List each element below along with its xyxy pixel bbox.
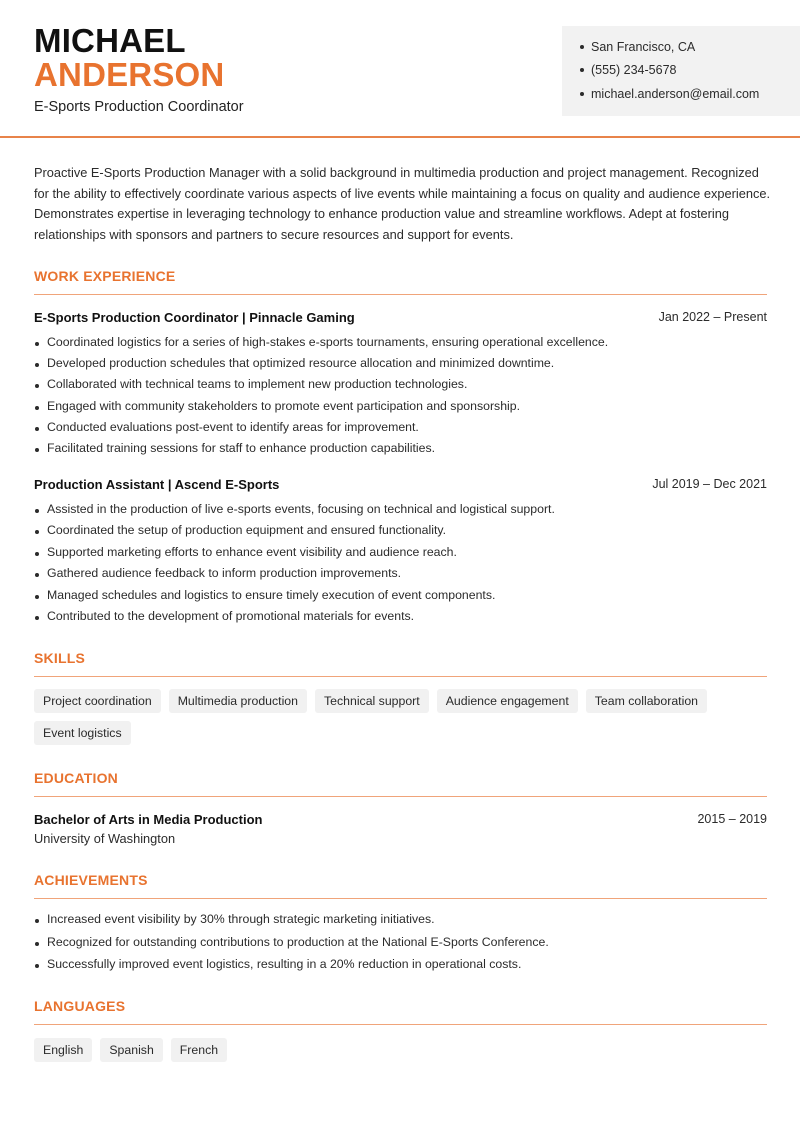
job-title: E-Sports Production Coordinator bbox=[34, 99, 244, 115]
degree-title: Bachelor of Arts in Media Production bbox=[34, 812, 263, 827]
skills-list bbox=[34, 689, 774, 745]
list-item: Developed production schedules that optimized resource allocation and minimized downtime. bbox=[34, 356, 774, 377]
list-item: Conducted evaluations post-event to identify areas for improvement. bbox=[34, 420, 774, 441]
list-item: Engaged with community stakeholders to promote event participation and sponsorship. bbox=[34, 399, 774, 420]
achievements-list bbox=[34, 912, 774, 980]
first-name: MICHAEL bbox=[34, 22, 186, 59]
job-dates: Jul 2019 – Dec 2021 bbox=[652, 477, 767, 491]
section-title-achievements: ACHIEVEMENTS bbox=[34, 872, 148, 888]
list-item: Recognized for outstanding contributions to production at the National E-Sports Conference. bbox=[34, 935, 774, 958]
job-heading: E-Sports Production Coordinator | Pinnacle Gaming bbox=[34, 310, 355, 325]
contact-email bbox=[580, 87, 759, 101]
list-item: Coordinated the setup of production equipment and ensured functionality. bbox=[34, 523, 774, 544]
section-divider bbox=[34, 676, 767, 677]
language-chip: Spanish bbox=[100, 1038, 162, 1062]
languages-list bbox=[34, 1038, 774, 1062]
contact-box bbox=[562, 26, 800, 116]
bullet-icon bbox=[580, 92, 584, 96]
list-item: Coordinated logistics for a series of high-stakes e-sports tournaments, ensuring operational excellence. bbox=[34, 335, 774, 356]
section-title-education: EDUCATION bbox=[34, 770, 118, 786]
last-name: ANDERSON bbox=[34, 56, 225, 93]
list-item: Gathered audience feedback to inform production improvements. bbox=[34, 566, 774, 587]
contact-phone bbox=[580, 63, 676, 77]
skill-chip: Team collaboration bbox=[586, 689, 707, 713]
contact-location bbox=[580, 40, 695, 54]
list-item: Successfully improved event logistics, resulting in a 20% reduction in operational costs. bbox=[34, 957, 774, 980]
skill-chip: Technical support bbox=[315, 689, 429, 713]
skill-chip: Project coordination bbox=[34, 689, 161, 713]
job-heading: Production Assistant | Ascend E-Sports bbox=[34, 477, 280, 492]
list-item: Increased event visibility by 30% through strategic marketing initiatives. bbox=[34, 912, 774, 935]
list-item: Contributed to the development of promotional materials for events. bbox=[34, 609, 774, 630]
school-name: University of Washington bbox=[34, 831, 176, 846]
contact-phone-text: (555) 234-5678 bbox=[591, 63, 677, 77]
contact-location-text: San Francisco, CA bbox=[591, 40, 696, 54]
resume-header bbox=[0, 0, 800, 138]
list-item: Supported marketing efforts to enhance event visibility and audience reach. bbox=[34, 545, 774, 566]
skill-chip: Event logistics bbox=[34, 721, 131, 745]
bullet-icon bbox=[580, 45, 584, 49]
job-bullets bbox=[34, 335, 774, 462]
section-divider bbox=[34, 1024, 767, 1025]
list-item: Facilitated training sessions for staff to enhance production capabilities. bbox=[34, 441, 774, 462]
list-item: Collaborated with technical teams to implement new production technologies. bbox=[34, 377, 774, 398]
section-title-skills: SKILLS bbox=[34, 650, 85, 666]
list-item: Assisted in the production of live e-sports events, focusing on technical and logistical support. bbox=[34, 502, 774, 523]
job-bullets bbox=[34, 502, 774, 630]
section-divider bbox=[34, 898, 767, 899]
job-dates: Jan 2022 – Present bbox=[658, 310, 767, 324]
contact-email-text: michael.anderson@email.com bbox=[591, 87, 760, 101]
list-item: Managed schedules and logistics to ensure timely execution of event components. bbox=[34, 588, 774, 609]
section-divider bbox=[34, 796, 767, 797]
section-divider bbox=[34, 294, 767, 295]
skill-chip: Audience engagement bbox=[437, 689, 578, 713]
section-title-languages: LANGUAGES bbox=[34, 998, 126, 1014]
language-chip: French bbox=[171, 1038, 227, 1062]
bullet-icon bbox=[580, 68, 584, 72]
professional-summary: Proactive E-Sports Production Manager with a solid background in multimedia production and project management. Recognized for the ability to effectively coordinate various aspects of live events while maintaining a focus on quality and audience experience. Demonstrates expertise in leveraging technology to enhance production value and streamline workflows. Adept at fostering relationships with sponsors and partners to secure resources and support for events. bbox=[34, 165, 771, 243]
skill-chip: Multimedia production bbox=[169, 689, 307, 713]
education-dates: 2015 – 2019 bbox=[697, 812, 767, 826]
language-chip: English bbox=[34, 1038, 92, 1062]
section-title-work-experience: WORK EXPERIENCE bbox=[34, 268, 176, 284]
